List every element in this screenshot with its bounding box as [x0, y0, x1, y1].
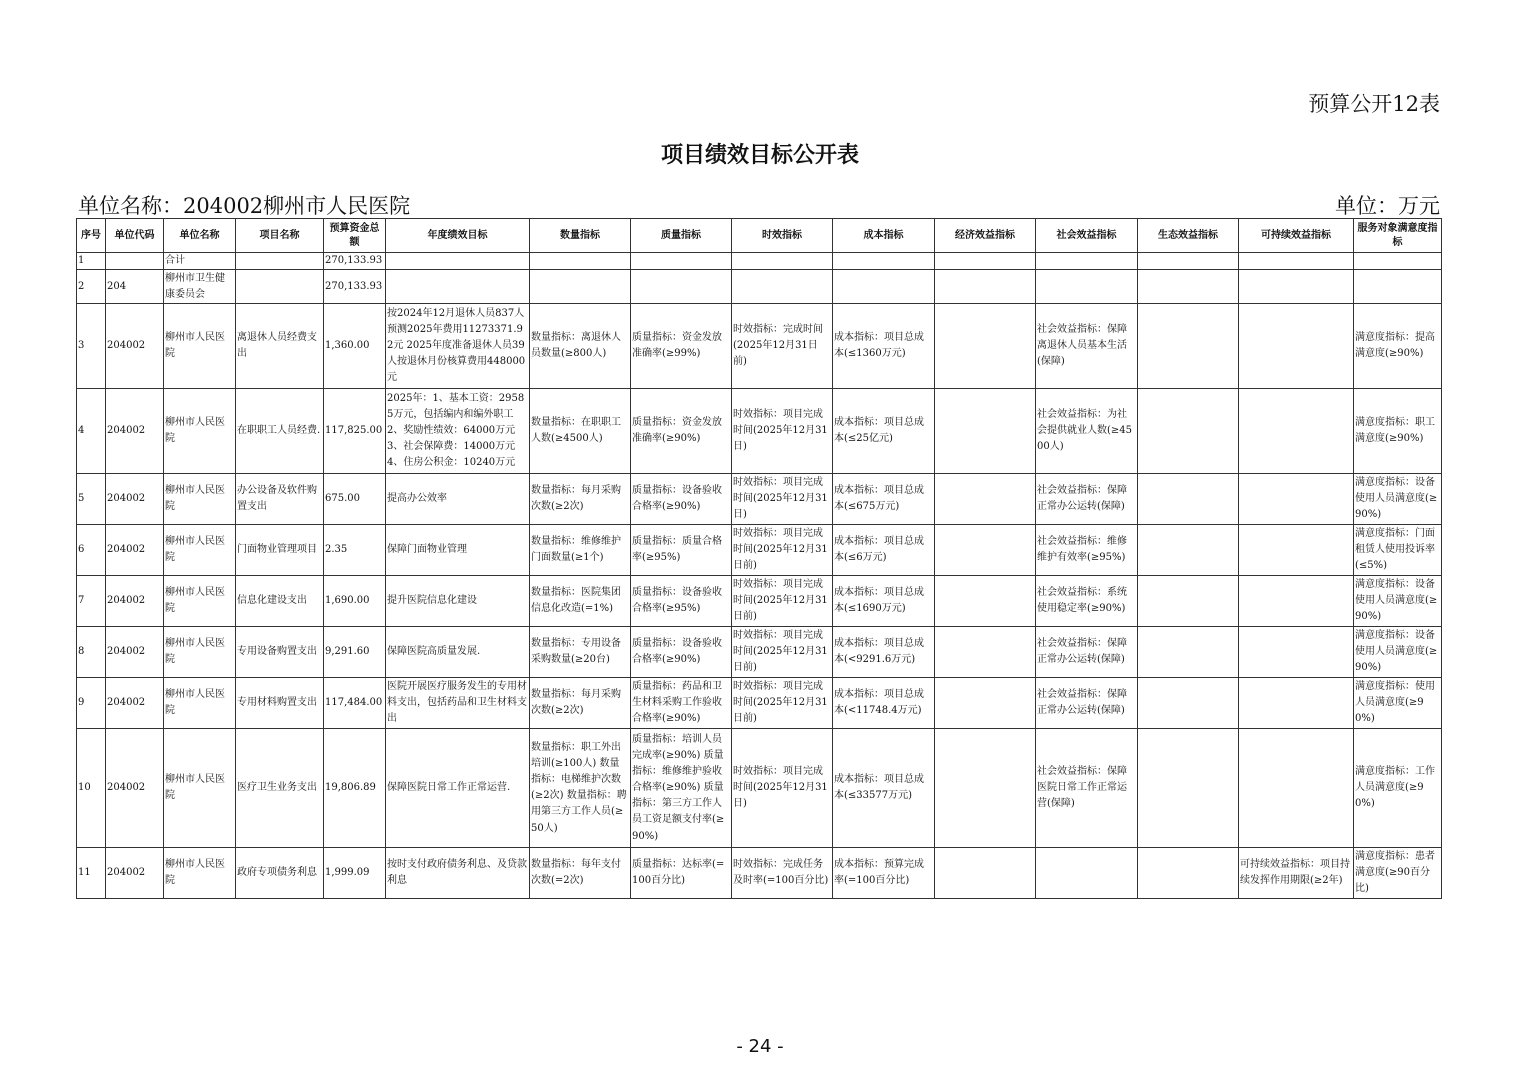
table-cell: [1239, 525, 1354, 576]
table-cell: 柳州市人民医院: [164, 576, 236, 627]
table-cell: [1138, 576, 1239, 627]
table-cell: 满意度指标：设备使用人员满意度(≥90%): [1354, 576, 1442, 627]
table-cell: 质量指标：设备验收合格率(≥90%): [631, 474, 732, 525]
table-cell: 按时支付政府债务利息、及贷款利息: [386, 848, 530, 899]
table-cell: 270,133.93: [324, 253, 386, 270]
table-cell: 提高办公效率: [386, 474, 530, 525]
table-row: [77, 627, 1442, 678]
table-cell: 1: [77, 253, 106, 270]
column-header: 项目名称: [236, 219, 324, 253]
table-cell: [631, 253, 732, 270]
table-cell: [1239, 729, 1354, 848]
table-cell: 质量指标：资金发放准确率(≥99%): [631, 304, 732, 389]
table-cell: 成本指标：项目总成本(<9291.6万元): [833, 627, 935, 678]
table-cell: 时效指标：项目完成时间(2025年12月31日前): [732, 576, 833, 627]
table-cell: 柳州市人民医院: [164, 474, 236, 525]
performance-table: [76, 218, 1442, 899]
table-cell: 2: [77, 270, 106, 304]
table-cell: 19,806.89: [324, 729, 386, 848]
table-cell: [1138, 678, 1239, 729]
table-cell: 社会效益指标：保障正常办公运转(保障): [1036, 678, 1138, 729]
table-cell: 社会效益指标：保障正常办公运转(保障): [1036, 474, 1138, 525]
table-cell: 时效指标：项目完成时间(2025年12月31日前): [732, 678, 833, 729]
table-cell: 时效指标：完成任务及时率(=100百分比): [732, 848, 833, 899]
table-cell: [1138, 270, 1239, 304]
table-cell: 社会效益指标：为社会提供就业人数(≥4500人): [1036, 389, 1138, 474]
table-cell: 270,133.93: [324, 270, 386, 304]
table-cell: 满意度指标：提高满意度(≥90%): [1354, 304, 1442, 389]
table-cell: 保障医院高质量发展.: [386, 627, 530, 678]
table-cell: 数量指标：医院集团信息化改造(=1%): [530, 576, 631, 627]
table-cell: 办公设备及软件购置支出: [236, 474, 324, 525]
table-cell: 117,825.00: [324, 389, 386, 474]
table-row: [77, 389, 1442, 474]
table-cell: 社会效益指标：保障医院日常工作正常运营(保障): [1036, 729, 1138, 848]
table-cell: 柳州市人民医院: [164, 304, 236, 389]
table-cell: 117,484.00: [324, 678, 386, 729]
table-cell: 社会效益指标：保障离退休人员基本生活(保障): [1036, 304, 1138, 389]
table-cell: [1239, 389, 1354, 474]
table-cell: [530, 253, 631, 270]
column-header: 序号: [77, 219, 106, 253]
table-cell: 数量指标：每年支付次数(=2次): [530, 848, 631, 899]
table-cell: [1239, 253, 1354, 270]
table-cell: 数量指标：每月采购次数(≥2次): [530, 678, 631, 729]
table-cell: [1036, 270, 1138, 304]
table-cell: 按2024年12月退休人员837人预测2025年费用11273371.92元 2025年度准备退休人员39人按退休月份核算费用448000元: [386, 304, 530, 389]
table-cell: 数量指标：专用设备采购数量(≥20台): [530, 627, 631, 678]
table-cell: 数量指标：每月采购次数(≥2次): [530, 474, 631, 525]
table-cell: 满意度指标：使用人员满意度(≥90%): [1354, 678, 1442, 729]
column-header: 年度绩效目标: [386, 219, 530, 253]
table-cell: [236, 253, 324, 270]
table-cell: 满意度指标：工作人员满意度(≥90%): [1354, 729, 1442, 848]
table-cell: 专用设备购置支出: [236, 627, 324, 678]
table-cell: 保障门面物业管理: [386, 525, 530, 576]
table-cell: 成本指标：项目总成本(≤1360万元): [833, 304, 935, 389]
table-cell: 数量指标：职工外出培训(≥100人) 数量指标：电梯维护次数(≥2次) 数量指标：聘用第三方工作人员(≥50人): [530, 729, 631, 848]
table-cell: 时效指标：项目完成时间(2025年12月31日前): [732, 627, 833, 678]
table-cell: 柳州市卫生健康委员会: [164, 270, 236, 304]
table-cell: [732, 270, 833, 304]
table-cell: 204002: [106, 678, 164, 729]
document-title: 项目绩效目标公开表: [660, 143, 859, 168]
table-cell: [1239, 627, 1354, 678]
table-cell: 成本指标：项目总成本(≤6万元): [833, 525, 935, 576]
table-cell: 满意度指标：门面租赁人使用投诉率(≤5%): [1354, 525, 1442, 576]
table-cell: [935, 304, 1036, 389]
table-body: [77, 253, 1442, 899]
table-row: [77, 848, 1442, 899]
table-row: [77, 678, 1442, 729]
table-cell: [833, 253, 935, 270]
table-cell: [935, 848, 1036, 899]
table-cell: 204: [106, 270, 164, 304]
table-cell: [1036, 848, 1138, 899]
table-cell: 204002: [106, 389, 164, 474]
table-cell: [935, 389, 1036, 474]
table-cell: 柳州市人民医院: [164, 627, 236, 678]
table-cell: 5: [77, 474, 106, 525]
table-cell: 时效指标：项目完成时间(2025年12月31日前): [732, 525, 833, 576]
table-cell: 合计: [164, 253, 236, 270]
table-cell: 9: [77, 678, 106, 729]
column-header: 单位代码: [106, 219, 164, 253]
table-cell: [1138, 848, 1239, 899]
table-cell: 离退休人员经费支出: [236, 304, 324, 389]
unit-name: 单位名称：204002柳州市人民医院: [78, 194, 411, 218]
table-cell: [106, 253, 164, 270]
table-cell: 204002: [106, 729, 164, 848]
column-header: 预算资金总额: [324, 219, 386, 253]
table-cell: 柳州市人民医院: [164, 678, 236, 729]
table-cell: [1138, 253, 1239, 270]
column-header: 单位名称: [164, 219, 236, 253]
table-cell: [386, 270, 530, 304]
table-cell: [1239, 678, 1354, 729]
table-cell: [935, 525, 1036, 576]
table-cell: 成本指标：项目总成本(≤675万元): [833, 474, 935, 525]
table-cell: 数量指标：维修维护门面数量(≥1个): [530, 525, 631, 576]
header-row: [77, 219, 1442, 253]
table-cell: 204002: [106, 848, 164, 899]
table-cell: 专用材料购置支出: [236, 678, 324, 729]
table-cell: 204002: [106, 304, 164, 389]
table-cell: [1239, 304, 1354, 389]
table-cell: [1138, 729, 1239, 848]
table-cell: [1239, 474, 1354, 525]
table-cell: 社会效益指标：维修维护有效率(≥95%): [1036, 525, 1138, 576]
table-cell: 6: [77, 525, 106, 576]
table-cell: 成本指标：预算完成率(=100百分比): [833, 848, 935, 899]
page-number: - 24 -: [736, 1036, 784, 1057]
table-cell: 满意度指标：设备使用人员满意度(≥90%): [1354, 474, 1442, 525]
table-cell: 2.35: [324, 525, 386, 576]
table-cell: 数量指标：在职职工人数(≥4500人): [530, 389, 631, 474]
table-cell: 成本指标：项目总成本(≤25亿元): [833, 389, 935, 474]
table-row: [77, 474, 1442, 525]
table-row: [77, 304, 1442, 389]
column-header: 质量指标: [631, 219, 732, 253]
table-cell: [1138, 389, 1239, 474]
table-cell: 时效指标：项目完成时间(2025年12月31日): [732, 474, 833, 525]
table-row: [77, 576, 1442, 627]
table-cell: 柳州市人民医院: [164, 389, 236, 474]
table-cell: 10: [77, 729, 106, 848]
column-header: 生态效益指标: [1138, 219, 1239, 253]
table-cell: 4: [77, 389, 106, 474]
table-cell: 204002: [106, 627, 164, 678]
column-header: 服务对象满意度指标: [1354, 219, 1442, 253]
table-cell: 信息化建设支出: [236, 576, 324, 627]
table-cell: [833, 270, 935, 304]
table-cell: [935, 474, 1036, 525]
table-code: 预算公开12表: [1308, 92, 1440, 116]
table-cell: [386, 253, 530, 270]
table-cell: 质量指标：设备验收合格率(≥90%): [631, 627, 732, 678]
table-cell: 质量指标：资金发放准确率(≥90%): [631, 389, 732, 474]
table-cell: 质量指标：药品和卫生材料采购工作验收合格率(≥90%): [631, 678, 732, 729]
table-cell: 11: [77, 848, 106, 899]
table-cell: 医院开展医疗服务发生的专用材料支出，包括药品和卫生材料支出: [386, 678, 530, 729]
table-cell: 2025年：1、基本工资：29585万元，包括编内和编外职工2、奖励性绩效：64000万元3、社会保障费：14000万元4、住房公积金：10240万元: [386, 389, 530, 474]
table-cell: [1239, 270, 1354, 304]
table-cell: 保障医院日常工作正常运营.: [386, 729, 530, 848]
table-cell: [935, 253, 1036, 270]
table-cell: [935, 627, 1036, 678]
table-cell: 医疗卫生业务支出: [236, 729, 324, 848]
table-cell: [1354, 270, 1442, 304]
table-cell: 门面物业管理项目: [236, 525, 324, 576]
table-cell: 1,690.00: [324, 576, 386, 627]
table-cell: 9,291.60: [324, 627, 386, 678]
table-row: [77, 270, 1442, 304]
table-cell: 满意度指标：职工满意度(≥90%): [1354, 389, 1442, 474]
table-cell: [1138, 627, 1239, 678]
table-cell: [1354, 253, 1442, 270]
table-cell: 社会效益指标：系统使用稳定率(≥90%): [1036, 576, 1138, 627]
table-cell: 成本指标：项目总成本(≤33577万元): [833, 729, 935, 848]
table-cell: 3: [77, 304, 106, 389]
table-cell: 时效指标：项目完成时间(2025年12月31日): [732, 389, 833, 474]
table-cell: 柳州市人民医院: [164, 525, 236, 576]
column-header: 时效指标: [732, 219, 833, 253]
table-cell: [935, 576, 1036, 627]
table-cell: [236, 270, 324, 304]
table-cell: 可持续效益指标：项目持续发挥作用期限(≥2年): [1239, 848, 1354, 899]
table-cell: 675.00: [324, 474, 386, 525]
table-cell: 质量指标：达标率(=100百分比): [631, 848, 732, 899]
table-cell: 柳州市人民医院: [164, 729, 236, 848]
table-cell: [935, 729, 1036, 848]
currency-unit: 单位：万元: [1335, 194, 1440, 218]
table-cell: [1138, 304, 1239, 389]
table-cell: [732, 253, 833, 270]
table-cell: [1239, 576, 1354, 627]
table-row: [77, 525, 1442, 576]
column-header: 数量指标: [530, 219, 631, 253]
table-cell: 8: [77, 627, 106, 678]
table-cell: 数量指标：离退休人员数量(≥800人): [530, 304, 631, 389]
table-cell: 提升医院信息化建设: [386, 576, 530, 627]
table-cell: 时效指标：完成时间(2025年12月31日前): [732, 304, 833, 389]
table-cell: 社会效益指标：保障正常办公运转(保障): [1036, 627, 1138, 678]
table-cell: [631, 270, 732, 304]
table-cell: [1138, 474, 1239, 525]
column-header: 经济效益指标: [935, 219, 1036, 253]
table-cell: 满意度指标：患者满意度(≥90百分比): [1354, 848, 1442, 899]
table-cell: 柳州市人民医院: [164, 848, 236, 899]
table-cell: 7: [77, 576, 106, 627]
table-cell: 政府专项债务利息: [236, 848, 324, 899]
table-cell: 质量指标：设备验收合格率(≥95%): [631, 576, 732, 627]
table-cell: 在职职工人员经费.: [236, 389, 324, 474]
column-header: 社会效益指标: [1036, 219, 1138, 253]
table-cell: [1138, 525, 1239, 576]
table-cell: 204002: [106, 576, 164, 627]
table-cell: 成本指标：项目总成本(<11748.4万元): [833, 678, 935, 729]
column-header: 可持续效益指标: [1239, 219, 1354, 253]
table-cell: 质量指标：质量合格率(≥95%): [631, 525, 732, 576]
table-cell: [1036, 253, 1138, 270]
table-cell: [530, 270, 631, 304]
table-row: [77, 253, 1442, 270]
table-cell: 满意度指标：设备使用人员满意度(≥90%): [1354, 627, 1442, 678]
table-cell: [935, 678, 1036, 729]
table-cell: 成本指标：项目总成本(≤1690万元): [833, 576, 935, 627]
table-cell: 1,999.09: [324, 848, 386, 899]
table-cell: 1,360.00: [324, 304, 386, 389]
table-cell: 质量指标：培训人员完成率(≥90%) 质量指标：维修维护验收合格率(≥90%) 质量指标：第三方工作人员工资足额支付率(≥90%): [631, 729, 732, 848]
table-cell: 204002: [106, 474, 164, 525]
table-cell: [935, 270, 1036, 304]
table-cell: 204002: [106, 525, 164, 576]
table-row: [77, 729, 1442, 848]
column-header: 成本指标: [833, 219, 935, 253]
table-cell: 时效指标：项目完成时间(2025年12月31日): [732, 729, 833, 848]
